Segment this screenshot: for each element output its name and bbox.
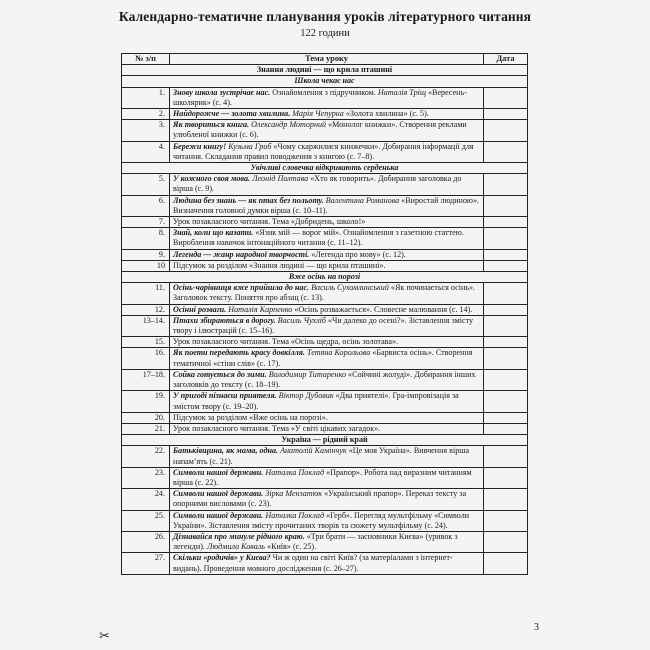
lesson-date-cell — [484, 249, 528, 260]
lesson-number: 6. — [122, 195, 170, 216]
lesson-title-text: Знай, коли що казати. — [173, 228, 254, 238]
table-row — [122, 283, 528, 304]
lesson-number: 26. — [122, 531, 170, 552]
lesson-title-text: Знову школа зустрічає нас. — [173, 87, 271, 97]
lesson-description: Підсумок за розділом «Знання людині — що крила пташині». — [173, 260, 386, 270]
lesson-description: Чи ж один на світі Київ? (за матеріалами з інтернет-видань). Проведення мовного дослідження (с. 26–27). — [173, 553, 453, 573]
lesson-description: «Язик мій — ворог мій». Ознайомлення з газетною статтею. Вироблення навичок інтонаційного читання (с. 11–12). — [173, 228, 464, 248]
subsection-heading-row — [122, 272, 528, 283]
author-name: Леонід Полтава — [252, 174, 309, 184]
lesson-number: 12. — [122, 304, 170, 315]
lesson-topic — [170, 283, 484, 304]
table-row — [122, 304, 528, 315]
table-row — [122, 249, 528, 260]
lesson-number: 19. — [122, 391, 170, 412]
lesson-title-text: Символи нашої держави. — [173, 467, 264, 477]
lesson-title-text: Осінь-чарівниця вже прийшла до нас. — [173, 283, 310, 293]
lesson-date-cell — [484, 315, 528, 336]
lesson-topic — [170, 348, 484, 369]
lesson-title-text: Батьківщина, як мама, одна. — [173, 446, 279, 456]
hours-subtitle: 122 години — [300, 28, 350, 39]
lesson-description: «Три брати — засновники Києва» (уривок з легенди). — [173, 531, 458, 552]
table-row — [122, 337, 528, 348]
lesson-description: «Легенда про мову» (с. 12). — [309, 249, 406, 259]
lesson-topic — [170, 337, 484, 348]
lesson-topic — [170, 120, 484, 141]
author-name: Василь Сухомлинський — [311, 283, 389, 293]
author-name: Наталія Тріщ — [377, 87, 426, 97]
lesson-number: 10 — [122, 260, 170, 271]
lesson-date-cell — [484, 348, 528, 369]
lesson-title-text: Птахи збираються в дорогу. — [173, 315, 276, 325]
table-row — [122, 109, 528, 120]
lesson-title-text: Символи нашої держави. — [173, 510, 264, 520]
lesson-number: 20. — [122, 412, 170, 423]
lesson-date-cell — [484, 141, 528, 162]
lesson-topic — [170, 174, 484, 195]
lesson-topic — [170, 531, 484, 552]
lesson-title-text: Символи нашої держави. — [173, 489, 264, 499]
section-heading-row — [122, 65, 528, 76]
lesson-number: 8. — [122, 228, 170, 249]
lesson-topic — [170, 195, 484, 216]
lesson-title-text: Бережи книгу! — [173, 141, 227, 151]
lesson-title-text: Дізнавайся про минуле рідного краю. — [173, 531, 305, 541]
lesson-topic — [170, 369, 484, 390]
lesson-number: 9. — [122, 249, 170, 260]
table-row — [122, 141, 528, 162]
lesson-date-cell — [484, 531, 528, 552]
lesson-number: 15. — [122, 337, 170, 348]
table-row — [122, 467, 528, 488]
lesson-description: «Чи далеко до осені?». Зіставлення змісту твору і ілюстрацій (с. 15–16). — [173, 315, 474, 336]
author-name: Наталка Поклад — [265, 510, 325, 520]
subsection-heading: Вже осінь на порозі — [122, 272, 528, 283]
author-name: Віктор Дубовик — [278, 391, 334, 401]
lesson-title-text: Легенда — жанр народної творчості. — [173, 249, 310, 259]
section-heading-row — [122, 435, 528, 446]
author-name: Анатолій Камінчук — [280, 446, 347, 456]
author-name: Валентина Романова — [325, 195, 400, 205]
lesson-title-text: Як твориться книга. — [173, 120, 250, 130]
lesson-topic — [170, 249, 484, 260]
lesson-description: «Як починається осінь». Заголовок тексту. Поняття про абзац (с. 13). — [173, 283, 476, 303]
lesson-description: «Виростай людиною». Визначення головної думки вірша (с. 10–11). — [173, 195, 480, 215]
lesson-description: «Золота хвилина» (с. 5). — [343, 109, 429, 119]
lesson-description: «Герб». Перегляд мультфільму «Символи України». Зіставлення змісту прочитаних творів та сюжету мультфільму (с. 24). — [173, 510, 470, 530]
lesson-number: 13–14. — [122, 315, 170, 336]
lesson-description: Ознайомлення з підручником. — [270, 87, 378, 97]
lesson-topic — [170, 304, 484, 315]
lesson-topic — [170, 391, 484, 412]
table-row — [122, 412, 528, 423]
lesson-date-cell — [484, 283, 528, 304]
author-name: Олександр Моторний — [251, 120, 327, 130]
author-name: Людмила Коваль — [206, 542, 265, 552]
lesson-title-text: У кожного своя мова. — [173, 174, 251, 184]
lesson-description: «Хто як говорить». Добирання заголовка до вірша (с. 9). — [173, 174, 462, 194]
subsection-heading-row — [122, 163, 528, 174]
lesson-number: 22. — [122, 446, 170, 467]
page-number: 3 — [534, 622, 539, 633]
lesson-plan-table — [121, 53, 528, 575]
lesson-description: «Барвиста осінь». Створення тематичної «стіни слів» (с. 17). — [173, 348, 473, 368]
lesson-topic — [170, 109, 484, 120]
lesson-description: «Це моя Україна». Вивчення вірша напам’ять (с. 21). — [173, 446, 470, 466]
lesson-number: 21. — [122, 423, 170, 434]
author-name: Василь Чухліб — [277, 315, 326, 325]
author-name: Наталка Поклад — [265, 467, 325, 477]
lesson-title-text: Скільки «родичів» у Києва? — [173, 553, 271, 563]
lesson-number: 23. — [122, 467, 170, 488]
lesson-date-cell — [484, 391, 528, 412]
lesson-number: 27. — [122, 553, 170, 574]
author-name: Кузьма Гриб — [228, 141, 272, 151]
lesson-topic — [170, 228, 484, 249]
lesson-topic — [170, 446, 484, 467]
table-row — [122, 423, 528, 434]
section-heading: Україна — рідний край — [122, 435, 528, 446]
subsection-heading: Школа чекає нас — [122, 76, 528, 87]
table-row — [122, 195, 528, 216]
lesson-description: Урок позакласного читання. Тема «Добридень, школо!» — [173, 217, 366, 227]
lesson-plan-table-wrapper — [121, 53, 527, 575]
lesson-description: «Два приятелі». Гра-імпровізація за змістом твору (с. 19–20). — [173, 391, 459, 411]
lesson-topic — [170, 141, 484, 162]
lesson-description: «Вересень-школярик» (с. 4). — [173, 87, 467, 107]
table-body — [122, 65, 528, 575]
author-name: Марія Чепурна — [292, 109, 344, 119]
table-header-row — [122, 54, 528, 65]
table-row — [122, 531, 528, 552]
lesson-description: «Чому скаржилися книжечки». Добирання інформації для читання. Складання правил поводження з книгою (с. 7–8). — [173, 141, 474, 161]
lesson-title-text: У пригоді пізнаєш приятеля. — [173, 391, 277, 401]
lesson-number: 11. — [122, 283, 170, 304]
table-row — [122, 260, 528, 271]
lesson-date-cell — [484, 369, 528, 390]
lesson-description: «Осінь розважається». Словесне малювання (с. 14). — [292, 304, 473, 314]
lesson-date-cell — [484, 260, 528, 271]
lesson-title-text: Людина без знань — як птах без польоту. — [173, 195, 324, 205]
lesson-topic — [170, 87, 484, 108]
lesson-title-text: Як поети передають красу довкілля. — [173, 348, 305, 358]
lesson-date-cell — [484, 489, 528, 510]
lesson-title-text: Сойка готується до зими. — [173, 369, 267, 379]
lesson-number: 17–18. — [122, 369, 170, 390]
scissors-icon: ✂ — [99, 628, 110, 643]
column-header-topic: Тема уроку — [170, 54, 484, 65]
author-name: Зірка Мензатюк — [265, 489, 323, 499]
column-header-number: № з/п — [122, 54, 170, 65]
lesson-description: Урок позакласного читання. Тема «У світі цікавих загадок». — [173, 423, 381, 433]
table-row — [122, 553, 528, 574]
table-row — [122, 446, 528, 467]
lesson-date-cell — [484, 446, 528, 467]
table-row — [122, 391, 528, 412]
lesson-date-cell — [484, 87, 528, 108]
table-row — [122, 348, 528, 369]
lesson-topic — [170, 489, 484, 510]
table-row — [122, 228, 528, 249]
lesson-title-text: Найдорожче — золота хвилина. — [173, 109, 291, 119]
table-row — [122, 174, 528, 195]
lesson-topic — [170, 412, 484, 423]
table-row — [122, 217, 528, 228]
lesson-date-cell — [484, 467, 528, 488]
author-name: Володимир Титаренко — [268, 369, 346, 379]
lesson-topic — [170, 510, 484, 531]
lesson-number: 16. — [122, 348, 170, 369]
lesson-date-cell — [484, 120, 528, 141]
lesson-title-text: Осінні розваги. — [173, 304, 227, 314]
author-name: Наталія Карпенко — [228, 304, 293, 314]
lesson-number: 3. — [122, 120, 170, 141]
lesson-date-cell — [484, 553, 528, 574]
table-row — [122, 369, 528, 390]
lesson-number: 7. — [122, 217, 170, 228]
page-title: Календарно-тематичне планування уроків літературного читання — [118, 9, 532, 24]
table-row — [122, 510, 528, 531]
lesson-description: «Український прапор». Переказ тексту за опорними висловами (с. 23). — [173, 489, 467, 509]
lesson-description: «Сойчині жолуді». Добирання інших заголовків до тексту (с. 18–19). — [173, 369, 476, 390]
table-row — [122, 87, 528, 108]
lesson-description: «Монолог книжки». Створення реклами улюбленої книжки (с. 6). — [173, 120, 467, 140]
lesson-date-cell — [484, 217, 528, 228]
table-row — [122, 489, 528, 510]
lesson-date-cell — [484, 423, 528, 434]
lesson-description: Урок позакласного читання. Тема «Осінь щедра, осінь золотава». — [173, 337, 399, 347]
section-heading: Знання людині — що крила пташині — [122, 65, 528, 76]
lesson-number: 5. — [122, 174, 170, 195]
lesson-number: 25. — [122, 510, 170, 531]
lesson-date-cell — [484, 412, 528, 423]
author-name: Тетяна Корольова — [307, 348, 371, 358]
lesson-date-cell — [484, 174, 528, 195]
lesson-description: «Прапор». Робота над виразним читанням вірша (с. 22). — [173, 467, 472, 487]
lesson-topic — [170, 553, 484, 574]
lesson-number: 4. — [122, 141, 170, 162]
subsection-heading-row — [122, 76, 528, 87]
lesson-number: 24. — [122, 489, 170, 510]
lesson-number: 1. — [122, 87, 170, 108]
lesson-date-cell — [484, 510, 528, 531]
lesson-description: Підсумок за розділом «Вже осінь на порозі». — [173, 412, 328, 422]
lesson-number: 2. — [122, 109, 170, 120]
lesson-topic — [170, 467, 484, 488]
lesson-topic — [170, 315, 484, 336]
lesson-topic — [170, 217, 484, 228]
lesson-description: «Київ» (с. 25). — [265, 542, 317, 552]
lesson-date-cell — [484, 228, 528, 249]
lesson-date-cell — [484, 337, 528, 348]
lesson-topic — [170, 260, 484, 271]
column-header-date: Дата — [484, 54, 528, 65]
lesson-date-cell — [484, 195, 528, 216]
lesson-topic — [170, 423, 484, 434]
table-row — [122, 120, 528, 141]
lesson-date-cell — [484, 109, 528, 120]
lesson-date-cell — [484, 304, 528, 315]
table-row — [122, 315, 528, 336]
subsection-heading: Увічливі словечка відкривають серденька — [122, 163, 528, 174]
